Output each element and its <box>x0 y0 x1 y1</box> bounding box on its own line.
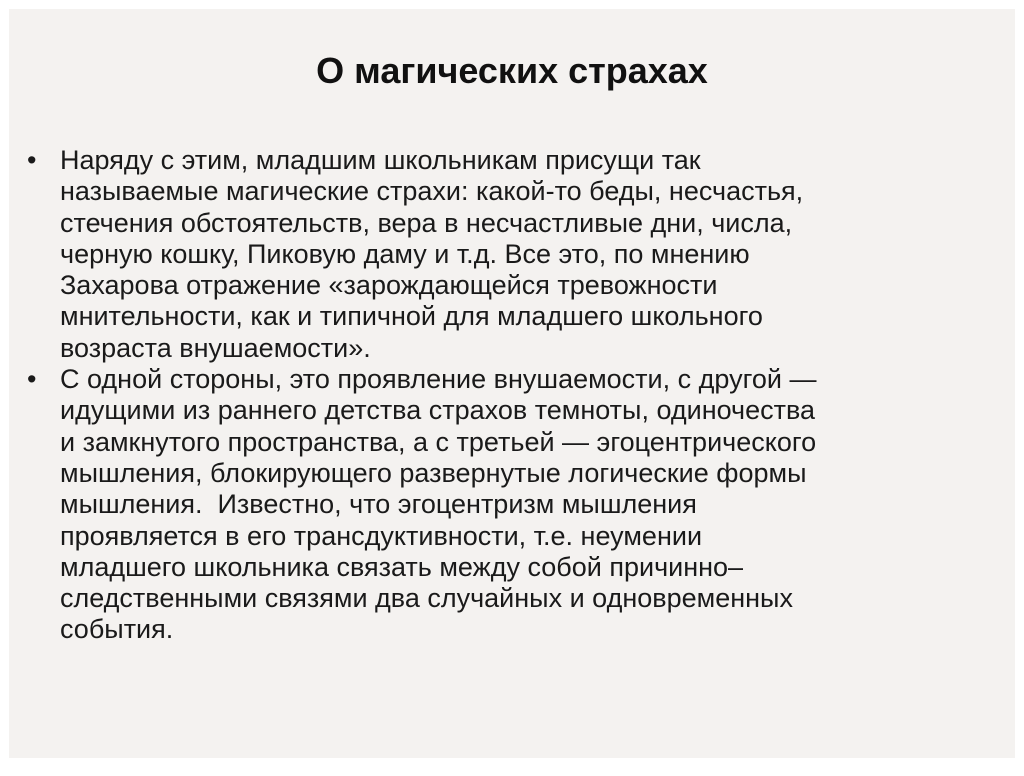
text-line: Захарова отражение «зарождающейся тревожности <box>60 270 718 301</box>
bullet-list <box>27 145 1007 646</box>
text-line: черную кошку, Пиковую даму и т.д. Все это, по мнению <box>60 238 750 269</box>
text-line: проявляется в его трансдуктивности, т.е. неумении <box>60 520 703 551</box>
text-line: события. <box>60 614 174 645</box>
text-line: и замкнутого пространства, а с третьей — эгоцентрического <box>60 426 817 457</box>
text-line: стечения обстоятельств, вера в несчастливые дни, числа, <box>60 207 793 238</box>
text-line: следственными связями два случайных и одновременных <box>60 583 793 614</box>
bullet-icon: • <box>27 364 37 395</box>
text-line: мнительности, как и типичной для младшего школьного <box>60 301 763 332</box>
text-line: возраста внушаемости». <box>60 332 371 363</box>
bullet-item-1 <box>27 145 1007 364</box>
slide-title: О магических страхах <box>316 50 708 91</box>
text-line: идущими из раннего детства страхов темноты, одиночества <box>60 395 816 426</box>
text-line: С одной стороны, это проявление внушаемости, с другой — <box>60 364 817 395</box>
bullet-icon: • <box>27 145 37 175</box>
text-line: мышления, блокирующего развернутые логические формы <box>60 457 807 488</box>
text-line: называемые магические страхи: какой-то беды, несчастья, <box>60 176 804 207</box>
text-line: младшего школьника связать между собой причинно– <box>60 551 744 582</box>
text-line: мышления. Известно, что эгоцентризм мышления <box>60 489 697 520</box>
text-line: Наряду с этим, младшим школьникам присущи так <box>60 145 701 175</box>
bullet-item-2 <box>27 364 1007 646</box>
slide <box>9 9 1015 758</box>
